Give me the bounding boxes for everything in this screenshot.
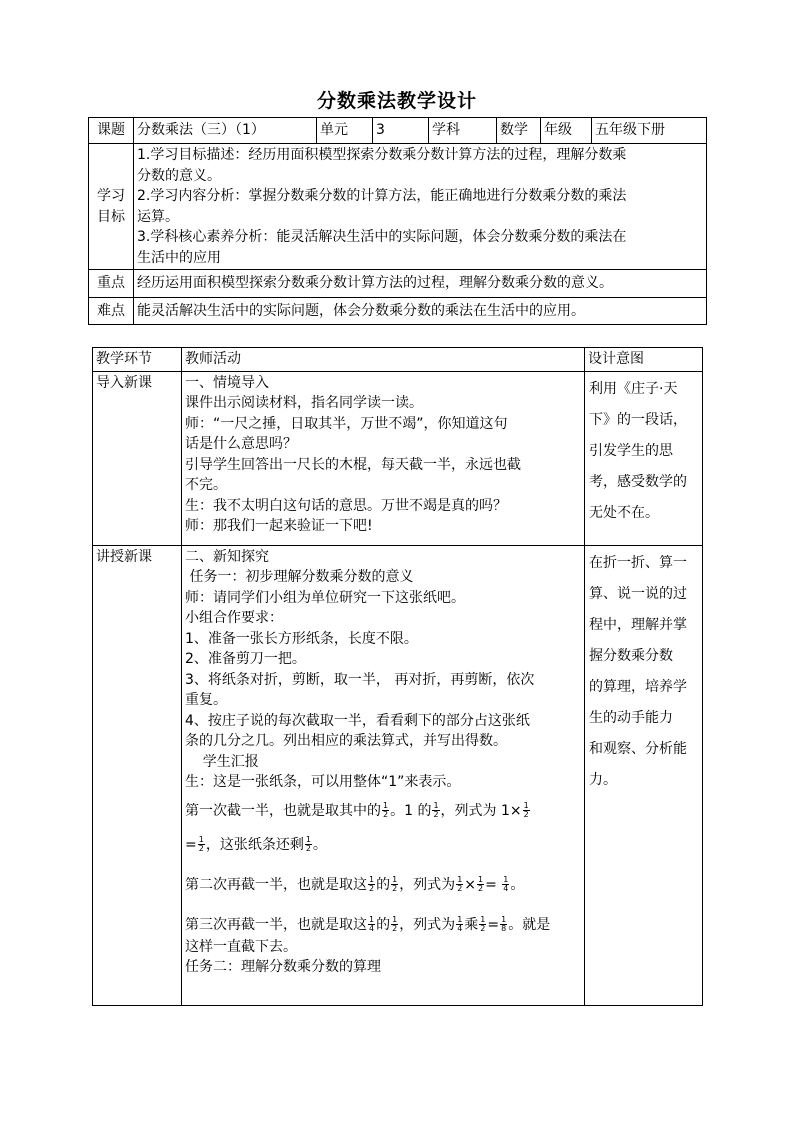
header-teacher-activity: 教师活动 (182, 348, 585, 372)
activity-line: 任务一：初步理解分数乘分数的意义 (185, 569, 414, 585)
goals-label-line-1: 学习 (97, 188, 125, 204)
unit-label: 单元 (317, 118, 373, 144)
intent-line: 利用《庄子·天 (589, 380, 678, 397)
difficulty-label: 难点 (89, 298, 134, 325)
goals-line: 2.学习内容分析：掌握分数乘分数的计算方法，能正确地进行分数乘分数的乘法 (137, 188, 627, 204)
activity-line: 生：我不太明白这句话的意思。万世不竭是真的吗？ (185, 497, 507, 514)
activity-line: 师：那我们一起来验证一下吧! (185, 518, 373, 534)
difficulty-value: 能灵活解决生活中的实际问题，体会分数乘分数的乘法在生活中的应用。 (134, 298, 707, 325)
intent-line: 引发学生的思 (589, 442, 673, 459)
explore-intent (585, 545, 703, 1005)
activity-line: 条的几分之几。列出相应的乘法算式，并写出得数。 (185, 733, 507, 749)
activity-line: 重复。 (185, 692, 227, 708)
intent-line: 和观察、分析能 (589, 740, 687, 757)
intent-line: 握分数乘分数 (589, 647, 673, 664)
activity-line: 引导学生回答出一尺长的木棍，每天截一半，永远也截 (185, 456, 521, 473)
goals-line: 3.学科核心素养分析：能灵活解决生活中的实际问题，体会分数乘分数的乘法在 (137, 229, 627, 245)
fraction-half: $\frac{1}{2}$ (478, 875, 484, 893)
intent-line: 下》的一段话， (589, 411, 687, 428)
formula-text: ，列式为 (399, 916, 456, 933)
intro-stage: 导入新课 (93, 371, 182, 545)
intent-line: 力。 (589, 771, 617, 788)
formula-text: = (185, 836, 197, 853)
formula-text: ，列式为 (399, 876, 456, 893)
explore-activity (182, 545, 585, 1005)
intent-line: 生的动手能力 (589, 709, 673, 726)
activity-line: 生：这是一张纸条，可以用整体“1”来表示。 (185, 774, 461, 790)
formula-line-first-cut (185, 799, 581, 823)
lesson-label: 课题 (89, 118, 134, 144)
goals-line: 分数的意义。 (137, 167, 221, 184)
unit-value: 3 (373, 118, 429, 144)
explore-stage: 讲授新课 (93, 545, 182, 1005)
header-stage: 教学环节 (93, 348, 182, 372)
formula-text: ，列式为 1× (440, 802, 522, 819)
activity-line: 4、按庄子说的每次截取一半，看看剩下的部分占这张纸 (185, 712, 530, 729)
fraction-half: $\frac{1}{2}$ (369, 875, 375, 893)
formula-text: 。就是 (508, 916, 551, 933)
activity-line: 任务二：理解分数乘分数的算理 (185, 959, 381, 975)
fraction-quarter: $\frac{1}{4}$ (457, 915, 463, 933)
goals-line: 运算。 (137, 208, 179, 225)
subject-value: 数学 (497, 118, 541, 144)
intent-line: 在折一折、算一 (589, 554, 687, 571)
fraction-half: $\frac{1}{2}$ (523, 801, 529, 819)
goals-label-line-2: 目标 (97, 208, 125, 225)
grade-value: 五年级下册 (592, 118, 707, 144)
activity-line: 2、准备剪刀一把。 (185, 651, 306, 667)
fraction-quarter: $\frac{1}{4}$ (369, 915, 375, 933)
formula-text: 。 (510, 876, 525, 893)
formula-text: 。1 的 (390, 802, 432, 819)
fraction-eighth: $\frac{1}{8}$ (501, 915, 507, 933)
formula-text: 第二次再截一半，也就是取这 (185, 876, 367, 893)
formula-text: 的 (376, 876, 391, 893)
activity-line: 课件出示阅读材料，指名同学读一读。 (185, 395, 423, 411)
lesson-info-table (88, 117, 707, 325)
formula-text: 的 (376, 916, 391, 933)
goals-line: 生活中的应用 (137, 249, 221, 266)
activity-line: 小组合作要求： (185, 610, 283, 626)
formula-text: 第一次截一半，也就是取其中的 (185, 802, 381, 819)
intro-activity (182, 371, 585, 545)
formula-text: 乘 (464, 916, 479, 933)
fraction-half: $\frac{1}{2}$ (392, 915, 398, 933)
formula-line-second-cut (185, 873, 581, 897)
formula-text: = (485, 876, 502, 893)
intent-line: 算、说一说的过 (589, 585, 687, 602)
fraction-half: $\frac{1}{2}$ (305, 835, 311, 853)
formula-text: = (487, 916, 500, 933)
activity-line: 1、准备一张长方形纸条，长度不限。 (185, 630, 418, 647)
goals-label (89, 144, 134, 270)
intent-line: 程中，理解并掌 (589, 616, 687, 633)
fraction-half: $\frac{1}{2}$ (433, 801, 439, 819)
grade-label: 年级 (541, 118, 592, 144)
formula-text: 第三次再截一半，也就是取这 (185, 916, 367, 933)
fraction-half: $\frac{1}{2}$ (392, 875, 398, 893)
activity-line: 师：请同学们小组为单位研究一下这张纸吧。 (185, 589, 465, 606)
activity-line: 这样一直截下去。 (185, 938, 297, 955)
subject-label: 学科 (429, 118, 497, 144)
fraction-half: $\frac{1}{2}$ (383, 801, 389, 819)
formula-line-first-result (185, 833, 581, 857)
activity-line: 不完。 (185, 477, 227, 493)
goals-line: 1.学习目标描述：经历用面积模型探索分数乘分数计算方法的过程，理解分数乘 (137, 147, 627, 163)
intent-line: 的算理，培养学 (589, 678, 687, 695)
document-title: 分数乘法教学设计 (316, 90, 477, 112)
activity-line: 二、新知探究 (185, 548, 269, 565)
activity-line: 话是什么意思吗？ (185, 436, 297, 452)
activity-line: 学生汇报 (185, 753, 259, 770)
fraction-half: $\frac{1}{2}$ (457, 875, 463, 893)
fraction-half: $\frac{1}{2}$ (198, 835, 204, 853)
header-design-intent: 设计意图 (585, 348, 703, 372)
activity-line: 3、将纸条对折，剪断，取一半， 再对折，再剪断，依次 (185, 671, 535, 688)
intro-intent (585, 371, 703, 545)
formula-text: 。 (312, 836, 327, 853)
teaching-plan-table (92, 347, 703, 1006)
formula-text: × (464, 876, 477, 893)
fraction-quarter: $\frac{1}{4}$ (503, 875, 509, 893)
goals-content (134, 144, 707, 270)
key-point-label: 重点 (89, 270, 134, 298)
formula-line-third-cut (185, 913, 581, 937)
intent-line: 考，感受数学的 (589, 473, 687, 490)
intent-line: 无处不在。 (589, 504, 659, 521)
formula-text: ，这张纸条还剩 (205, 836, 304, 853)
fraction-half: $\frac{1}{2}$ (480, 915, 486, 933)
key-point-value: 经历运用面积模型探索分数乘分数计算方法的过程，理解分数乘分数的意义。 (134, 270, 707, 298)
activity-line: 师：“一尺之捶，日取其半，万世不竭”，你知道这句 (185, 415, 508, 432)
lesson-value: 分数乘法（三）（1） (134, 118, 317, 144)
activity-line: 一、情境导入 (185, 374, 269, 391)
